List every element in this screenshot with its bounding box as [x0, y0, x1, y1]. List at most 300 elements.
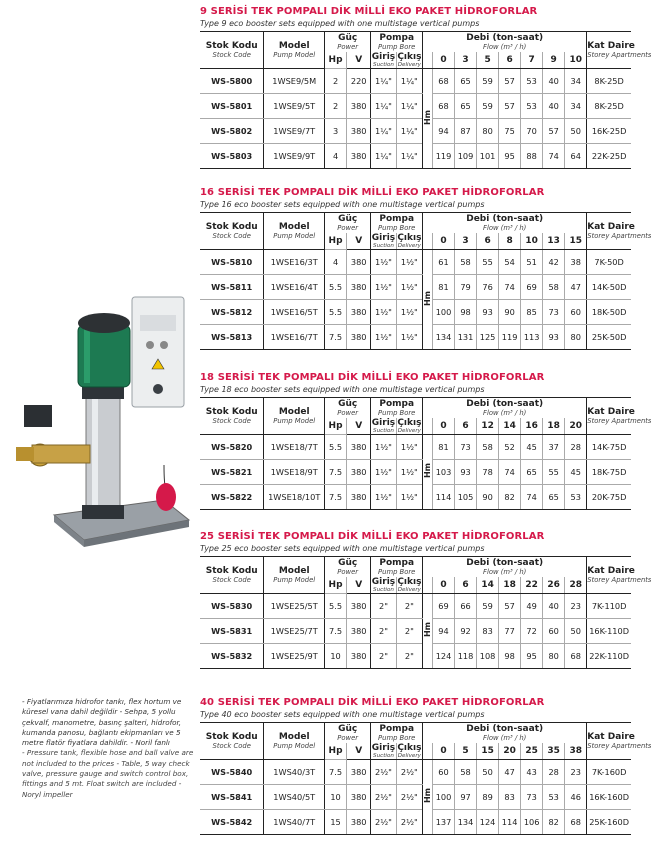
head-value-cell: 68 [433, 94, 455, 119]
head-value-cell: 124 [433, 644, 455, 669]
flow-value: 10 [569, 55, 582, 65]
delivery-header [396, 577, 422, 594]
header-label: Pompa [379, 214, 415, 224]
head-value-cell: 93 [455, 460, 477, 485]
flow-value-header [455, 577, 477, 594]
head-value-cell: 47 [565, 275, 587, 300]
delivery-cell: 1½" [396, 250, 422, 275]
model-cell: 1WSE9/7T [264, 119, 325, 144]
head-value-cell: 47 [499, 760, 521, 785]
head-value-cell: 50 [477, 760, 499, 785]
head-value-cell: 113 [521, 325, 543, 350]
flow-value: 16 [525, 421, 538, 431]
model-header [264, 213, 325, 250]
header-sublabel: Pump Bore [378, 568, 416, 576]
head-value-cell: 106 [521, 810, 543, 835]
head-value-cell: 68 [565, 644, 587, 669]
flow-value-header [455, 233, 477, 250]
header-label: Stok Kodu [205, 41, 258, 51]
header-label: Giriş [371, 52, 396, 62]
header-sublabel: Suction [373, 753, 394, 759]
delivery-header [396, 233, 422, 250]
head-value-cell: 88 [521, 144, 543, 169]
flow-value-header [521, 52, 543, 69]
delivery-cell: 2½" [396, 810, 422, 835]
hm-spacer [423, 743, 433, 760]
flow-value-header [521, 233, 543, 250]
flow-header [423, 557, 587, 578]
flow-value-header [521, 743, 543, 760]
hp-label: Hp [328, 421, 343, 431]
voltage-cell: 220 [347, 69, 371, 94]
flow-value: 20 [569, 421, 582, 431]
head-value-cell: 125 [477, 325, 499, 350]
flow-value: 6 [462, 580, 469, 590]
head-value-cell: 90 [477, 485, 499, 510]
model-cell: 1WS40/3T [264, 760, 325, 785]
voltage-header [347, 52, 371, 69]
flow-value: 6 [484, 236, 491, 246]
power-header [325, 32, 371, 53]
suction-header [371, 743, 396, 760]
series-table [200, 397, 651, 510]
header-sublabel: Pump Bore [378, 224, 416, 232]
flow-value-header [543, 418, 565, 435]
head-value-cell: 52 [499, 435, 521, 460]
hp-cell: 7.5 [325, 760, 347, 785]
head-value-cell: 59 [477, 69, 499, 94]
header-sublabel: Delivery [397, 753, 421, 759]
voltage-cell: 380 [347, 119, 371, 144]
hm-label: Hm [423, 463, 433, 479]
flow-value: 3 [462, 236, 469, 246]
suction-cell: 1½" [371, 300, 396, 325]
header-sublabel: Stock Code [212, 742, 251, 750]
header-sublabel: Flow (m³ / h) [483, 568, 527, 576]
header-label: Pompa [379, 558, 415, 568]
voltage-header [347, 233, 371, 250]
head-value-cell: 57 [499, 94, 521, 119]
voltage-cell: 380 [347, 435, 371, 460]
header-label: Model [278, 41, 310, 51]
head-value-cell: 94 [433, 119, 455, 144]
head-value-cell: 92 [455, 619, 477, 644]
stock-code-cell: WS-5813 [200, 325, 264, 350]
header-label: Pompa [379, 399, 415, 409]
header-label: Kat Daire [587, 732, 635, 742]
head-value-cell: 134 [455, 810, 477, 835]
storey-header [587, 557, 651, 594]
header-label: Giriş [371, 418, 396, 428]
head-value-cell: 23 [565, 760, 587, 785]
head-value-cell: 59 [477, 94, 499, 119]
head-value-cell: 81 [433, 435, 455, 460]
header-sublabel: Flow (m³ / h) [483, 224, 527, 232]
header-label: Kat Daire [587, 407, 635, 417]
header-label: Güç [338, 724, 358, 734]
hp-cell: 5.5 [325, 275, 347, 300]
header-label: Debi (ton-saat) [466, 399, 544, 409]
header-sublabel: Stock Code [212, 576, 251, 584]
voltage-cell: 380 [347, 325, 371, 350]
voltage-cell: 380 [347, 644, 371, 669]
model-cell: 1WSE9/9T [264, 144, 325, 169]
head-value-cell: 103 [433, 460, 455, 485]
head-value-cell: 38 [565, 250, 587, 275]
hm-spacer [423, 52, 433, 69]
hm-label: Hm [423, 109, 433, 126]
head-value-cell: 73 [455, 435, 477, 460]
header-sublabel: Delivery [397, 587, 421, 593]
head-value-cell: 40 [543, 69, 565, 94]
header-label: Pompa [379, 33, 415, 43]
flow-value: 15 [569, 236, 582, 246]
flow-value-header [521, 418, 543, 435]
head-value-cell: 118 [455, 644, 477, 669]
table-row [200, 300, 631, 325]
delivery-cell: 1½" [396, 460, 422, 485]
suction-cell: 2" [371, 644, 396, 669]
hm-label-cell [423, 594, 433, 669]
model-cell: 1WS40/7T [264, 810, 325, 835]
stock-code-cell: WS-5811 [200, 275, 264, 300]
hm-label-cell [423, 69, 433, 169]
flow-value-header [565, 52, 587, 69]
flow-value-header [499, 418, 521, 435]
header-sublabel: Suction [373, 62, 394, 68]
section-title: 18 SERİSİ TEK POMPALI DİK MİLLİ EKO PAKET HİDROFORLAR [200, 372, 545, 383]
storey-cell: 18K-75D [587, 460, 631, 485]
header-sublabel: Pump Model [273, 576, 316, 584]
header-label: Çıkış [397, 577, 422, 587]
header-sublabel: Storey Apartments [587, 742, 651, 750]
head-value-cell: 50 [565, 619, 587, 644]
hm-label-cell [423, 435, 433, 510]
header-label: Model [278, 222, 310, 232]
pump-bore-header [371, 398, 423, 419]
stock-code-cell: WS-5832 [200, 644, 264, 669]
header-sublabel: Power [337, 734, 359, 742]
table-row [200, 785, 631, 810]
head-value-cell: 101 [477, 144, 499, 169]
model-header [264, 32, 325, 69]
flow-value: 26 [547, 580, 560, 590]
delivery-cell: 2" [396, 619, 422, 644]
header-label: Model [278, 732, 310, 742]
head-value-cell: 100 [433, 785, 455, 810]
suction-cell: 1½" [371, 485, 396, 510]
voltage-cell: 380 [347, 460, 371, 485]
head-value-cell: 119 [499, 325, 521, 350]
head-value-cell: 54 [499, 250, 521, 275]
header-label: Giriş [371, 233, 396, 243]
stock-code-header [200, 557, 264, 594]
flow-value: 22 [525, 580, 538, 590]
flow-value: 28 [569, 580, 582, 590]
head-value-cell: 60 [565, 300, 587, 325]
header-label: Kat Daire [587, 566, 635, 576]
header-sublabel: Stock Code [212, 232, 251, 240]
header-sublabel: Stock Code [212, 417, 251, 425]
head-value-cell: 65 [521, 460, 543, 485]
flow-value: 0 [440, 746, 447, 756]
header-sublabel: Suction [373, 428, 394, 434]
storey-cell: 25K-160D [587, 810, 631, 835]
head-value-cell: 57 [543, 119, 565, 144]
storey-cell: 16K-160D [587, 785, 631, 810]
head-value-cell: 49 [521, 594, 543, 619]
header-sublabel: Pump Model [273, 417, 316, 425]
head-value-cell: 74 [521, 485, 543, 510]
flow-value-header [565, 233, 587, 250]
header-label: Debi (ton-saat) [466, 558, 544, 568]
hp-cell: 7.5 [325, 485, 347, 510]
stock-code-cell: WS-5822 [200, 485, 264, 510]
hp-cell: 4 [325, 144, 347, 169]
head-value-cell: 97 [455, 785, 477, 810]
head-value-cell: 85 [521, 300, 543, 325]
head-value-cell: 119 [433, 144, 455, 169]
head-value-cell: 108 [477, 644, 499, 669]
storey-header [587, 32, 651, 69]
flow-value-header [433, 743, 455, 760]
delivery-cell: 1¼" [396, 69, 422, 94]
notes-turkish: - Fiyatlarımıza hidrofor tankı, flex hortum ve küresel vana dahil değildir - Sehpa, 5 yollu çekvalf, manometre, basınç şalteri, hidrofor, kumanda panosu, bağlantı ekipmanları ve 5 metre flatör fiyatlara dahildir. - Noril fanlı [22, 697, 182, 748]
v-label: V [355, 55, 363, 65]
delivery-cell: 1½" [396, 325, 422, 350]
suction-cell: 2" [371, 619, 396, 644]
header-label: Çıkış [397, 233, 422, 243]
flow-value-header [499, 577, 521, 594]
header-label: Debi (ton-saat) [466, 214, 544, 224]
model-cell: 1WSE9/5M [264, 69, 325, 94]
head-value-cell: 60 [433, 760, 455, 785]
flow-value: 15 [481, 746, 494, 756]
head-value-cell: 45 [521, 435, 543, 460]
hp-label: Hp [328, 746, 343, 756]
head-value-cell: 45 [565, 460, 587, 485]
hp-header [325, 743, 347, 760]
series-table [200, 31, 651, 169]
stock-code-cell: WS-5812 [200, 300, 264, 325]
delivery-cell: 1½" [396, 275, 422, 300]
suction-cell: 1½" [371, 435, 396, 460]
head-value-cell: 65 [455, 94, 477, 119]
head-value-cell: 34 [565, 69, 587, 94]
model-cell: 1WSE25/9T [264, 644, 325, 669]
hp-cell: 15 [325, 810, 347, 835]
hp-label: Hp [328, 236, 343, 246]
head-value-cell: 65 [543, 485, 565, 510]
header-sublabel: Storey Apartments [587, 51, 651, 59]
flow-value: 18 [547, 421, 560, 431]
stock-code-cell: WS-5830 [200, 594, 264, 619]
model-header [264, 557, 325, 594]
head-value-cell: 94 [433, 619, 455, 644]
hp-header [325, 577, 347, 594]
voltage-cell: 380 [347, 760, 371, 785]
storey-cell: 14K-75D [587, 435, 631, 460]
series-section [200, 187, 651, 350]
head-value-cell: 93 [543, 325, 565, 350]
head-value-cell: 23 [565, 594, 587, 619]
hp-cell: 2 [325, 69, 347, 94]
header-sublabel: Delivery [397, 243, 421, 249]
suction-cell: 2" [371, 594, 396, 619]
storey-cell: 20K-75D [587, 485, 631, 510]
voltage-cell: 380 [347, 250, 371, 275]
header-label: Güç [338, 399, 358, 409]
delivery-cell: 1½" [396, 435, 422, 460]
booster-pump-image [14, 285, 194, 560]
section-title: 16 SERİSİ TEK POMPALI DİK MİLLİ EKO PAKET HİDROFORLAR [200, 187, 545, 198]
v-label: V [355, 236, 363, 246]
series-section [200, 372, 651, 510]
flow-value: 0 [440, 236, 447, 246]
notes-block [22, 697, 197, 800]
header-label: Stok Kodu [205, 566, 258, 576]
head-value-cell: 93 [477, 300, 499, 325]
storey-cell: 22K-110D [587, 644, 631, 669]
suction-cell: 1½" [371, 325, 396, 350]
flow-value: 14 [481, 580, 494, 590]
head-value-cell: 74 [543, 144, 565, 169]
flow-value-header [565, 418, 587, 435]
header-label: Güç [338, 558, 358, 568]
hp-cell: 7.5 [325, 619, 347, 644]
delivery-cell: 1¼" [396, 144, 422, 169]
model-cell: 1WSE9/5T [264, 94, 325, 119]
storey-cell: 22K-25D [587, 144, 631, 169]
head-value-cell: 80 [477, 119, 499, 144]
delivery-cell: 2½" [396, 760, 422, 785]
table-row [200, 119, 631, 144]
stock-code-header [200, 723, 264, 760]
voltage-cell: 380 [347, 275, 371, 300]
voltage-header [347, 418, 371, 435]
header-sublabel: Power [337, 409, 359, 417]
head-value-cell: 40 [543, 94, 565, 119]
hm-label-cell [423, 760, 433, 835]
power-header [325, 723, 371, 744]
header-label: Giriş [371, 577, 396, 587]
header-label: Güç [338, 33, 358, 43]
storey-cell: 7K-110D [587, 594, 631, 619]
storey-cell: 14K-50D [587, 275, 631, 300]
stock-code-cell: WS-5842 [200, 810, 264, 835]
header-sublabel: Pump Bore [378, 409, 416, 417]
header-label: Model [278, 566, 310, 576]
header-sublabel: Delivery [397, 428, 421, 434]
pump-bore-header [371, 32, 423, 53]
head-value-cell: 65 [455, 69, 477, 94]
flow-value-header [455, 743, 477, 760]
delivery-cell: 1¼" [396, 119, 422, 144]
flow-value: 0 [440, 421, 447, 431]
flow-value-header [477, 52, 499, 69]
model-cell: 1WSE16/3T [264, 250, 325, 275]
flow-value: 12 [481, 421, 494, 431]
suction-header [371, 233, 396, 250]
head-value-cell: 134 [433, 325, 455, 350]
header-sublabel: Suction [373, 243, 394, 249]
power-header [325, 213, 371, 234]
stock-code-cell: WS-5810 [200, 250, 264, 275]
header-label: Debi (ton-saat) [466, 724, 544, 734]
hp-cell: 5.5 [325, 594, 347, 619]
series-section [200, 6, 651, 169]
head-value-cell: 80 [543, 644, 565, 669]
head-value-cell: 98 [499, 644, 521, 669]
head-value-cell: 137 [433, 810, 455, 835]
header-sublabel: Stock Code [212, 51, 251, 59]
series-section [200, 531, 651, 669]
header-sublabel: Pump Model [273, 51, 316, 59]
hp-cell: 2 [325, 94, 347, 119]
header-sublabel: Suction [373, 587, 394, 593]
head-value-cell: 73 [521, 785, 543, 810]
stock-code-cell: WS-5821 [200, 460, 264, 485]
table-row [200, 760, 631, 785]
hp-cell: 7.5 [325, 325, 347, 350]
voltage-cell: 380 [347, 594, 371, 619]
suction-cell: 2½" [371, 785, 396, 810]
flow-header [423, 213, 587, 234]
suction-cell: 1½" [371, 250, 396, 275]
head-value-cell: 28 [565, 435, 587, 460]
header-label: Kat Daire [587, 41, 635, 51]
header-sublabel: Power [337, 224, 359, 232]
head-value-cell: 58 [455, 760, 477, 785]
header-label: Çıkış [397, 743, 422, 753]
suction-header [371, 418, 396, 435]
header-label: Stok Kodu [205, 407, 258, 417]
section-subtitle: Type 18 eco booster sets equipped with one multistage vertical pumps [200, 385, 485, 394]
suction-cell: 1¼" [371, 144, 396, 169]
hm-label: Hm [423, 622, 433, 638]
head-value-cell: 100 [433, 300, 455, 325]
table-row [200, 144, 631, 169]
flow-value-header [499, 233, 521, 250]
notes-english: - Pressure tank, flexible hose and ball valve are not included to the prices - Table, 5 way check valve, pressure gauge and switch control box, fittings and 5 mt. Float switch are included - Noryl impeller [22, 748, 194, 799]
stock-code-cell: WS-5800 [200, 69, 264, 94]
flow-value: 38 [569, 746, 582, 756]
voltage-cell: 380 [347, 144, 371, 169]
head-value-cell: 79 [455, 275, 477, 300]
flow-header [423, 398, 587, 419]
storey-cell: 8K-25D [587, 94, 631, 119]
v-label: V [355, 421, 363, 431]
head-value-cell: 66 [455, 594, 477, 619]
series-section [200, 697, 651, 835]
hp-cell: 4 [325, 250, 347, 275]
head-value-cell: 59 [477, 594, 499, 619]
section-subtitle: Type 25 eco booster sets equipped with one multistage vertical pumps [200, 544, 485, 553]
suction-header [371, 52, 396, 69]
flow-value-header [521, 577, 543, 594]
head-value-cell: 98 [455, 300, 477, 325]
flow-value: 8 [506, 236, 513, 246]
head-value-cell: 83 [477, 619, 499, 644]
table-row [200, 619, 631, 644]
delivery-cell: 2" [396, 594, 422, 619]
left-panel [0, 0, 198, 855]
header-label: Stok Kodu [205, 732, 258, 742]
delivery-cell: 1½" [396, 300, 422, 325]
table-row [200, 435, 631, 460]
head-value-cell: 53 [543, 785, 565, 810]
head-value-cell: 58 [455, 250, 477, 275]
